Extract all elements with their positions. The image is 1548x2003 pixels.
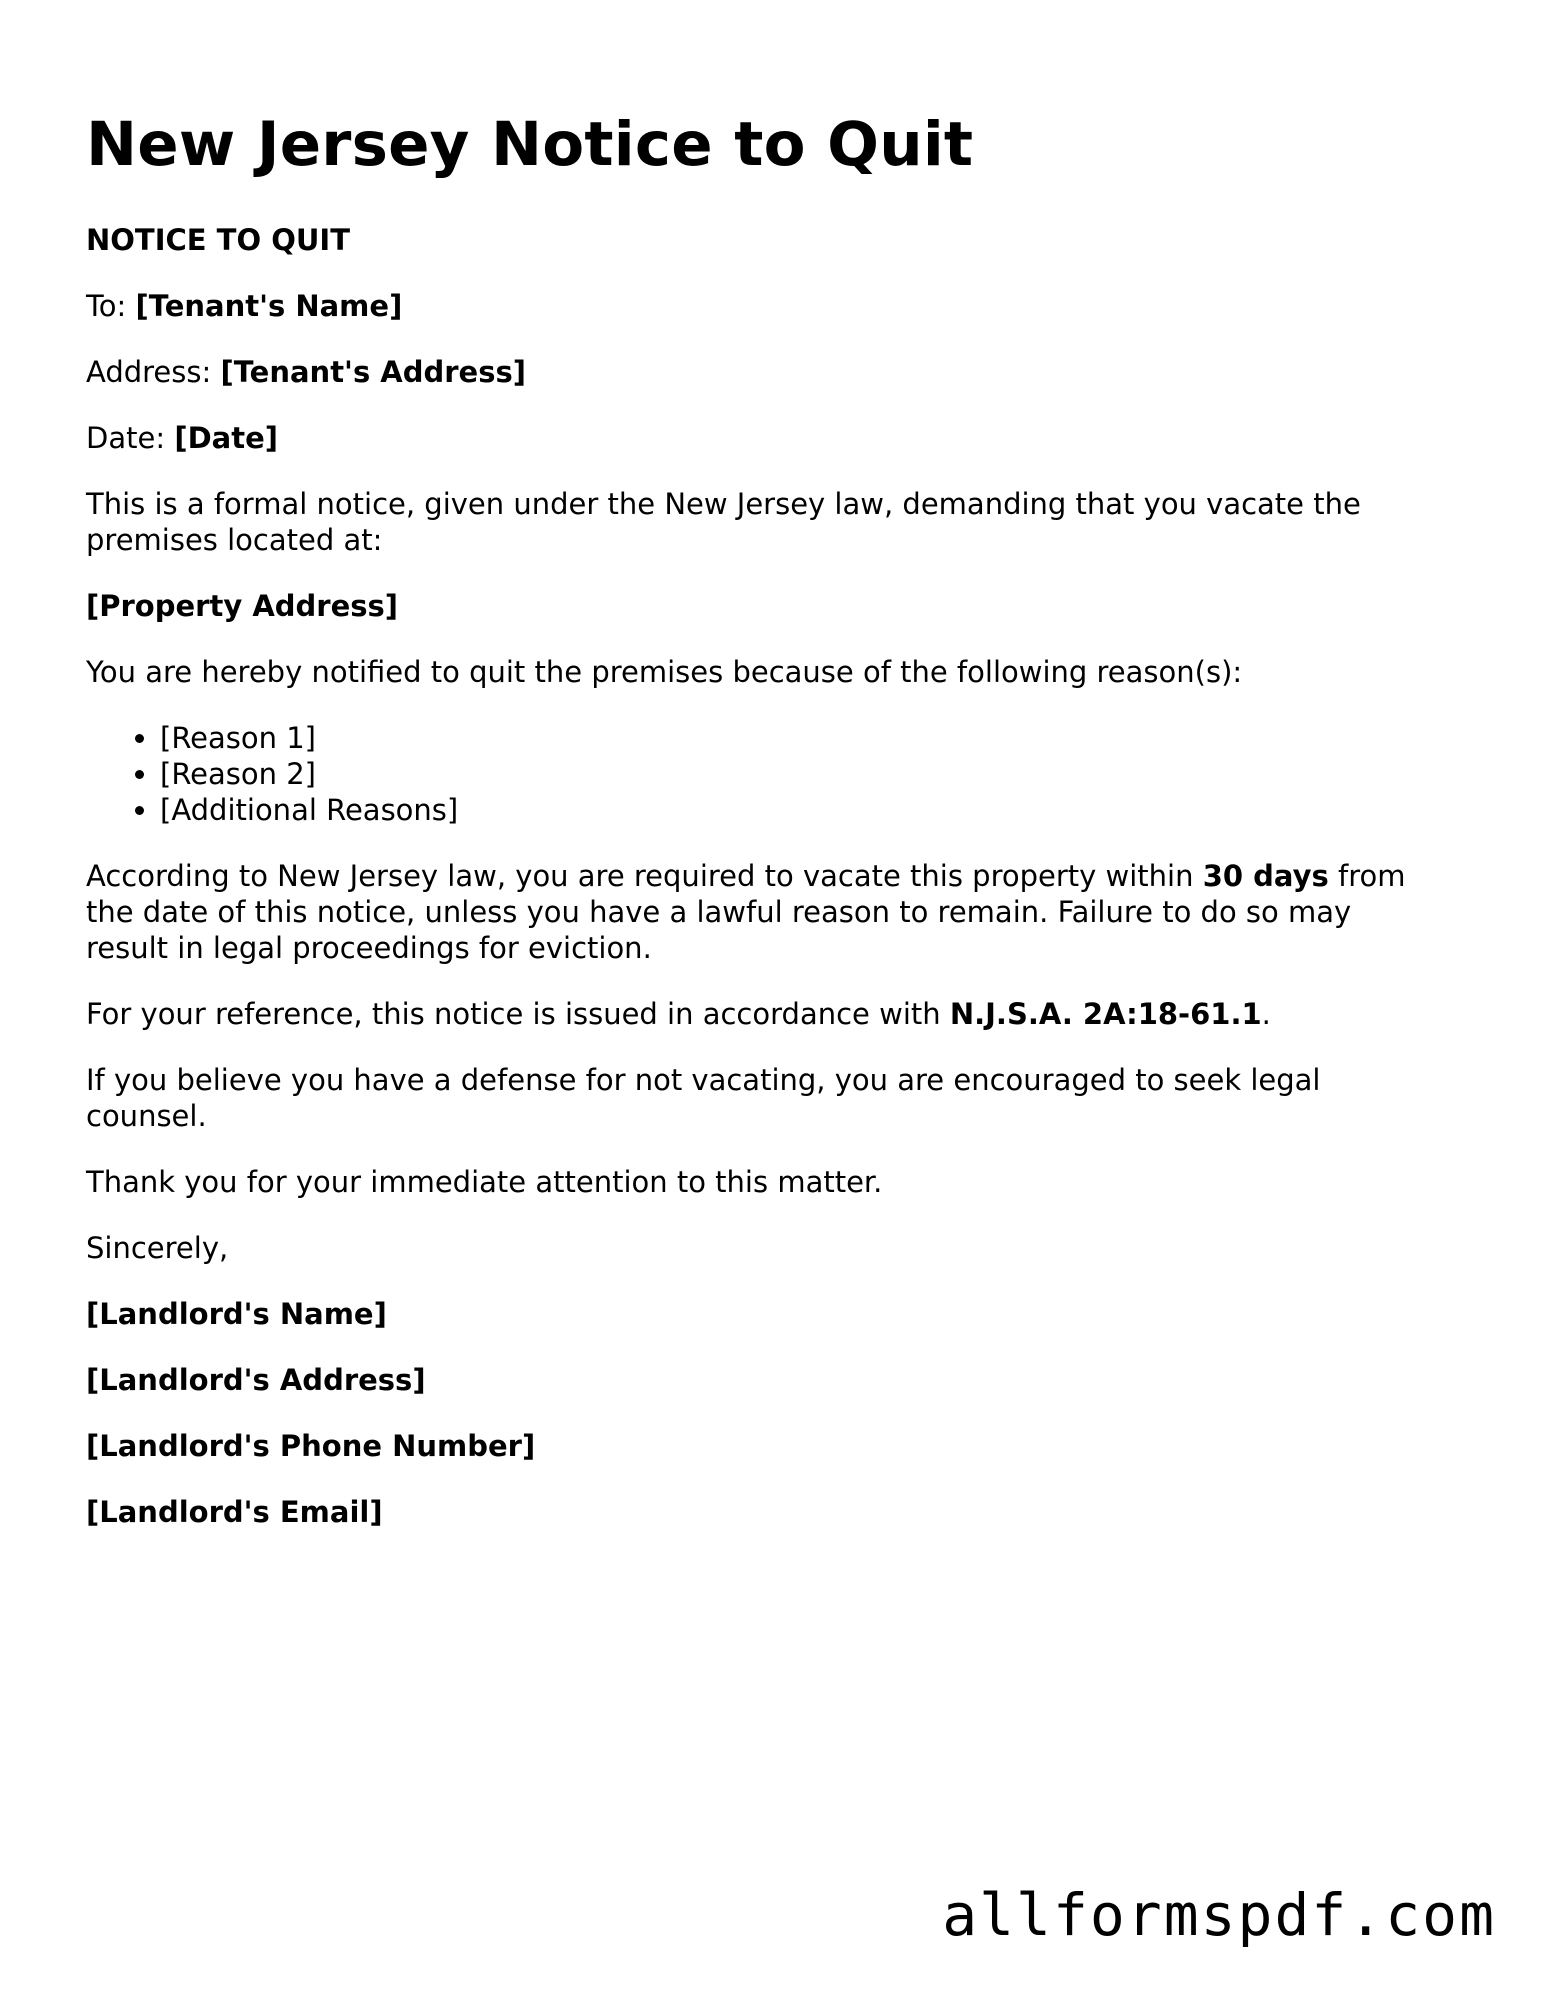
notice-heading: NOTICE TO QUIT [86,223,350,257]
vacate-days: 30 days [1202,859,1329,893]
intro-paragraph: This is a formal notice, given under the New Jersey law, demanding that you vacate the premises located at: [86,487,1361,557]
reasons-list [86,720,1426,828]
landlord-address: [Landlord's Address] [86,1363,426,1397]
document-title: New Jersey Notice to Quit [86,109,974,180]
closing: Sincerely, [86,1231,229,1265]
to-label: To: [86,289,136,323]
reasons-intro: You are hereby notified to quit the premises because of the following reason(s): [86,655,1243,689]
date-label: Date: [86,421,175,455]
landlord-email: [Landlord's Email] [86,1495,383,1529]
tenant-name: [Tenant's Name] [135,289,403,323]
reference-text-before: For your reference, this notice is issued in accordance with [86,997,950,1031]
to-line [86,288,1426,324]
reference-paragraph [86,996,1426,1032]
date-line [86,420,1426,456]
vacate-text-before: According to New Jersey law, you are required to vacate this property within [86,859,1203,893]
vacate-paragraph [86,858,1426,966]
list-item: • [Reason 2] [160,756,1426,792]
list-item: • [Reason 1] [160,720,1426,756]
landlord-phone: [Landlord's Phone Number] [86,1429,536,1463]
thanks-paragraph: Thank you for your immediate attention to this matter. [86,1165,883,1199]
reference-text-after: . [1261,997,1271,1031]
vacate-text-after: from the date of this notice, unless you have a lawful reason to remain. Failure to do so may result in legal proceedings for eviction. [86,859,1406,965]
defense-paragraph: If you believe you have a defense for not vacating, you are encouraged to seek legal counsel. [86,1063,1321,1133]
address-line [86,354,1426,390]
watermark: allformspdf.com [942,1881,1496,1949]
document-page [86,108,1426,1560]
landlord-name: [Landlord's Name] [86,1297,387,1331]
tenant-address: [Tenant's Address] [220,355,527,389]
list-item: • [Additional Reasons] [160,792,1426,828]
property-address: [Property Address] [86,589,399,623]
statute-reference: N.J.S.A. 2A:18-61.1 [949,997,1262,1031]
notice-date: [Date] [174,421,278,455]
address-label: Address: [86,355,221,389]
